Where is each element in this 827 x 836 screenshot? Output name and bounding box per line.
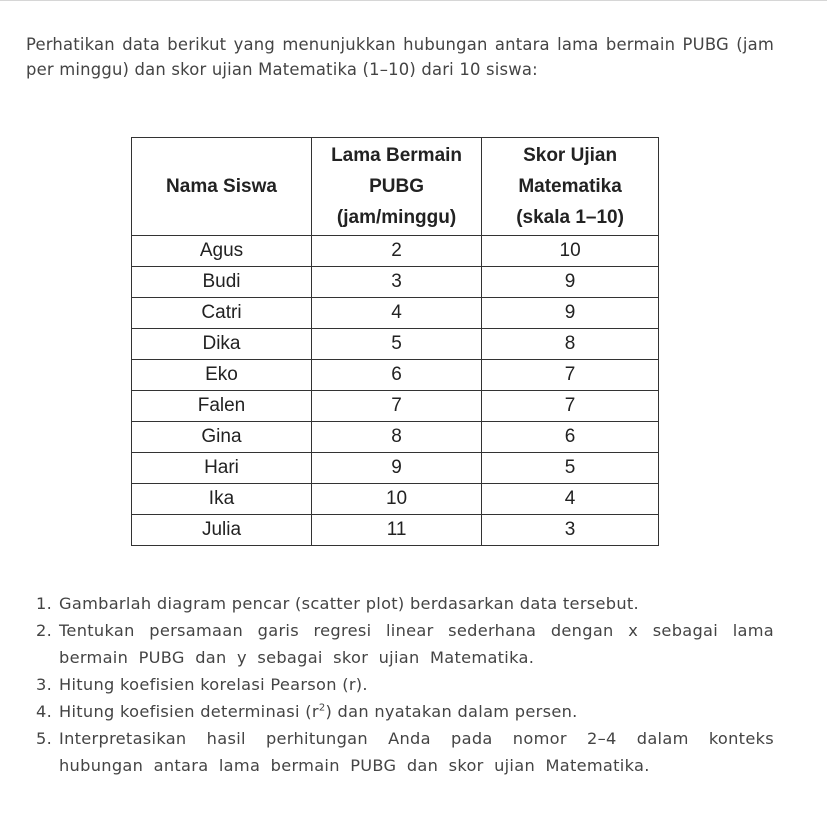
cell-pubg-hours: 5 (311, 329, 481, 360)
table-row (132, 453, 659, 484)
question-item (36, 725, 774, 779)
question-item (36, 590, 774, 617)
cell-pubg-hours: 10 (311, 484, 481, 515)
question-text-before: Hitung koefisien determinasi (r (59, 702, 319, 721)
cell-pubg-hours: 6 (311, 360, 481, 391)
cell-math-score: 9 (482, 298, 659, 329)
table-row (132, 236, 659, 267)
cell-student-name: Falen (132, 391, 312, 422)
cell-student-name: Ika (132, 484, 312, 515)
header-pubg-line-2: PUBG (369, 176, 425, 197)
cell-pubg-hours: 4 (311, 298, 481, 329)
cell-student-name: Catri (132, 298, 312, 329)
cell-pubg-hours: 2 (311, 236, 481, 267)
top-divider (0, 0, 827, 1)
cell-math-score: 7 (482, 360, 659, 391)
cell-student-name: Julia (132, 515, 312, 546)
cell-student-name: Agus (132, 236, 312, 267)
table-row (132, 360, 659, 391)
cell-pubg-hours: 8 (311, 422, 481, 453)
cell-math-score: 3 (482, 515, 659, 546)
header-score-line-2: Matematika (518, 176, 622, 197)
cell-student-name: Hari (132, 453, 312, 484)
table-header-row (132, 138, 659, 236)
cell-math-score: 9 (482, 267, 659, 298)
table-row (132, 267, 659, 298)
question-item (36, 617, 774, 671)
superscript-two: 2 (318, 702, 326, 714)
question-number: 2. (36, 621, 53, 640)
header-score-line-3: (skala 1–10) (516, 207, 624, 228)
question-number: 3. (36, 675, 53, 694)
header-pubg-line-3: (jam/minggu) (336, 207, 457, 228)
header-student-name: Nama Siswa (132, 138, 312, 236)
question-text: Interpretasikan hasil perhitungan Anda pada nomor 2–4 dalam konteks hubungan antara lama bermain PUBG dan skor ujian Matematika. (59, 729, 774, 775)
table-row (132, 422, 659, 453)
header-pubg-line-1: Lama Bermain (331, 145, 463, 166)
question-number: 5. (36, 729, 53, 748)
table-row (132, 484, 659, 515)
cell-student-name: Dika (132, 329, 312, 360)
cell-math-score: 8 (482, 329, 659, 360)
header-math-score (482, 138, 659, 236)
question-number: 1. (36, 594, 53, 613)
question-text-after: ) dan nyatakan dalam persen. (325, 702, 578, 721)
question-text: Gambarlah diagram pencar (scatter plot) berdasarkan data tersebut. (59, 594, 639, 613)
table-row (132, 515, 659, 546)
table-row (132, 329, 659, 360)
cell-pubg-hours: 11 (311, 515, 481, 546)
cell-math-score: 10 (482, 236, 659, 267)
cell-student-name: Eko (132, 360, 312, 391)
question-item (36, 698, 774, 725)
cell-math-score: 6 (482, 422, 659, 453)
header-score-line-1: Skor Ujian (523, 145, 618, 166)
cell-pubg-hours: 9 (311, 453, 481, 484)
question-item (36, 671, 774, 698)
cell-math-score: 4 (482, 484, 659, 515)
question-text: Hitung koefisien korelasi Pearson (r). (59, 675, 368, 694)
question-list (36, 590, 774, 779)
cell-student-name: Gina (132, 422, 312, 453)
cell-student-name: Budi (132, 267, 312, 298)
question-number: 4. (36, 702, 53, 721)
cell-pubg-hours: 3 (311, 267, 481, 298)
intro-paragraph: Perhatikan data berikut yang menunjukkan hubungan antara lama bermain PUBG (jam per minggu) dan skor ujian Matematika (1–10) dari 10 siswa: (26, 35, 774, 80)
cell-math-score: 5 (482, 453, 659, 484)
question-text: Tentukan persamaan garis regresi linear sederhana dengan x sebagai lama bermain PUBG dan y sebagai skor ujian Matematika. (59, 621, 774, 667)
table-row (132, 391, 659, 422)
question-text (59, 702, 578, 721)
header-pubg-hours (311, 138, 481, 236)
cell-pubg-hours: 7 (311, 391, 481, 422)
data-table (131, 137, 659, 546)
cell-math-score: 7 (482, 391, 659, 422)
table-row (132, 298, 659, 329)
